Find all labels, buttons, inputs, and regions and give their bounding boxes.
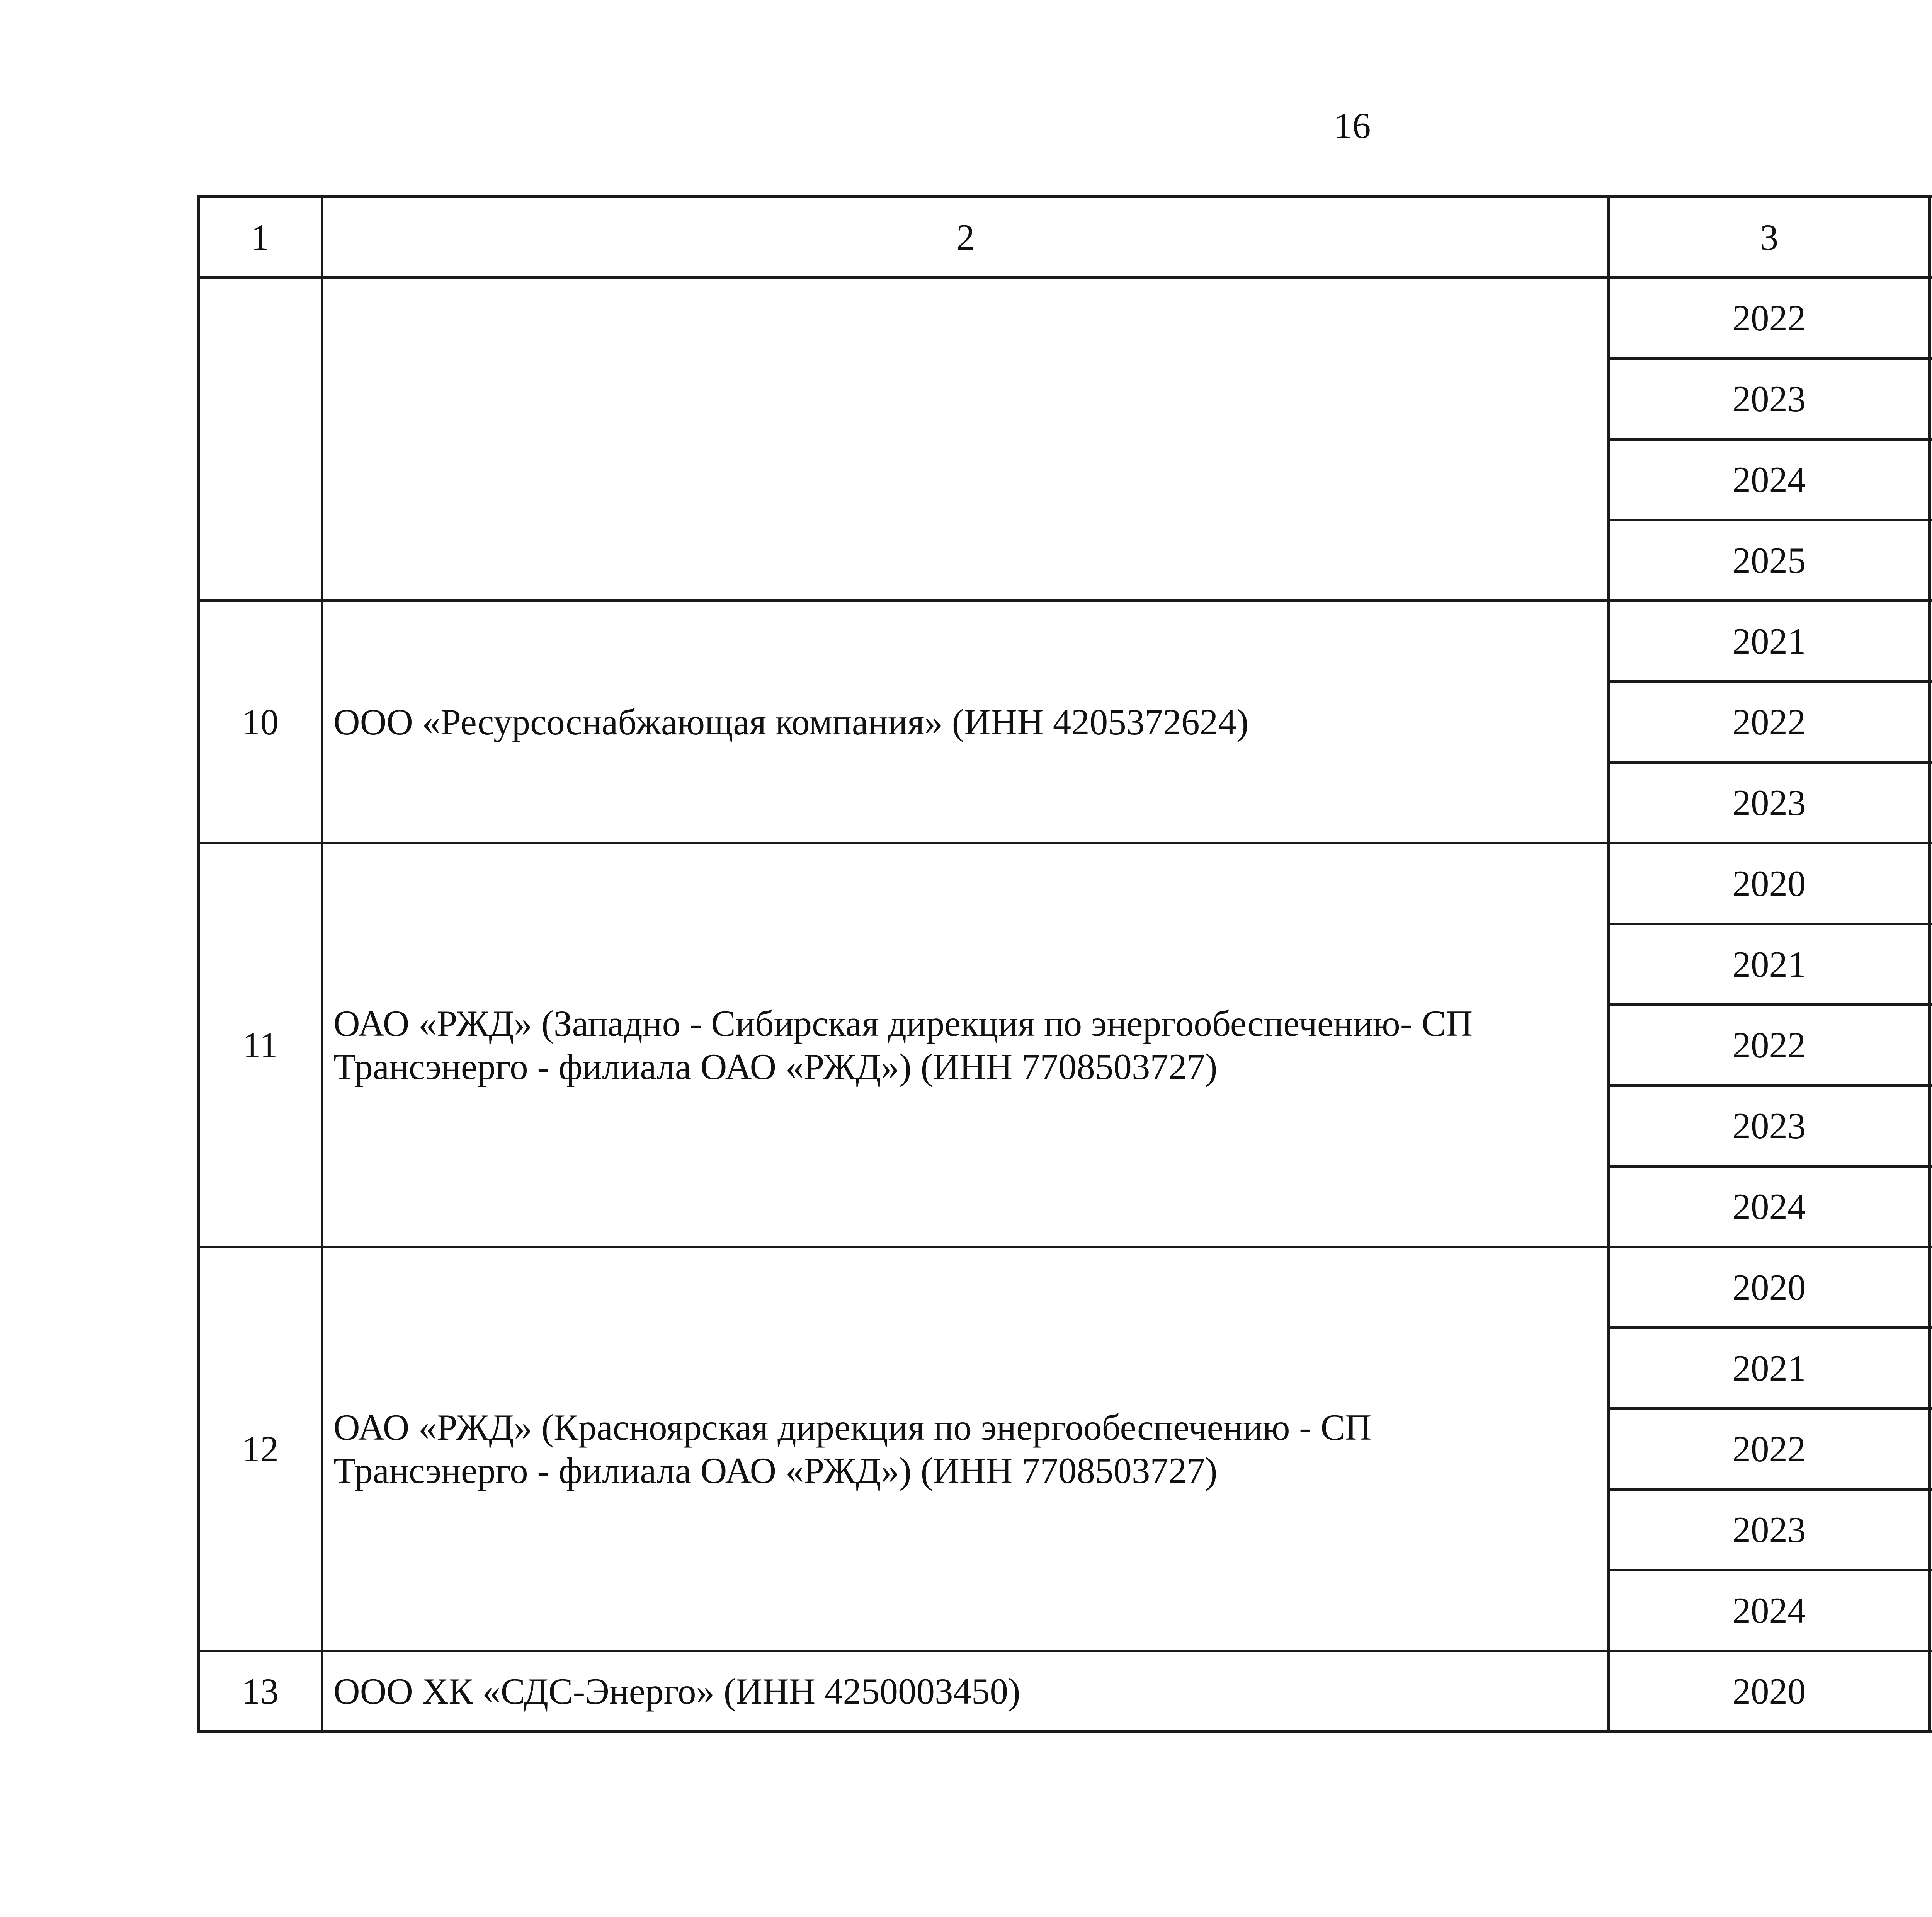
- value-cell: [1930, 924, 1932, 1005]
- organization-name-line: ОАО «РЖД» (Западно - Сибирская дирекция по энергообеспечению- СП: [333, 1003, 1473, 1044]
- year-cell: 2023: [1609, 763, 1930, 843]
- table-row: [199, 1651, 1932, 1732]
- table-row: [199, 278, 1932, 359]
- value-cell: [1930, 520, 1932, 601]
- value-cell: [1930, 1651, 1932, 1732]
- value-cell: [1930, 1328, 1932, 1409]
- organization-name-line: ООО «Ресурсоснабжающая компания» (ИНН 4205372624): [333, 701, 1249, 742]
- header-row: [199, 197, 1932, 278]
- table-row: [199, 843, 1932, 924]
- year-cell: 2020: [1609, 1247, 1930, 1328]
- value-cell: [1930, 1247, 1932, 1328]
- header-col-3: 3: [1609, 197, 1930, 278]
- value-cell: [1930, 1005, 1932, 1086]
- organization-name-line: Трансэнерго - филиала ОАО «РЖД») (ИНН 7708503727): [333, 1046, 1218, 1087]
- year-cell: 2022: [1609, 1005, 1930, 1086]
- year-cell: 2021: [1609, 1328, 1930, 1409]
- organization-name-line: ОАО «РЖД» (Красноярская дирекция по энергообеспечению - СП: [333, 1407, 1372, 1448]
- year-cell: 2025: [1609, 520, 1930, 601]
- year-cell: 2021: [1609, 601, 1930, 682]
- value-cell: [1930, 601, 1932, 682]
- year-cell: 2024: [1609, 1166, 1930, 1247]
- year-cell: 2023: [1609, 359, 1930, 439]
- row-number: [199, 278, 322, 601]
- value-cell: [1930, 359, 1932, 439]
- value-cell: [1930, 278, 1932, 359]
- year-cell: 2020: [1609, 843, 1930, 924]
- organization-name: [322, 278, 1609, 601]
- tariff-table: [197, 195, 1932, 1733]
- value-cell: [1930, 1570, 1932, 1651]
- value-cell: [1930, 1086, 1932, 1166]
- page-number: 16: [1334, 105, 1371, 146]
- year-cell: 2024: [1609, 1570, 1930, 1651]
- row-number: 12: [199, 1247, 322, 1651]
- header-col-2: 2: [322, 197, 1609, 278]
- row-number: 11: [199, 843, 322, 1247]
- year-cell: 2020: [1609, 1651, 1930, 1732]
- value-cell: [1930, 763, 1932, 843]
- year-cell: 2023: [1609, 1086, 1930, 1166]
- value-cell: [1930, 843, 1932, 924]
- year-cell: 2022: [1609, 1409, 1930, 1490]
- year-cell: 2022: [1609, 278, 1930, 359]
- value-cell: [1930, 1409, 1932, 1490]
- table-row: [199, 601, 1932, 682]
- header-col-1: 1: [199, 197, 322, 278]
- organization-name: [322, 843, 1609, 1247]
- organization-name-line: Трансэнерго - филиала ОАО «РЖД») (ИНН 7708503727): [333, 1450, 1218, 1491]
- value-cell: [1930, 1490, 1932, 1570]
- organization-name: [322, 601, 1609, 843]
- organization-name: [322, 1247, 1609, 1651]
- year-cell: 2022: [1609, 682, 1930, 763]
- value-cell: [1930, 439, 1932, 520]
- year-cell: 2024: [1609, 439, 1930, 520]
- value-cell: [1930, 682, 1932, 763]
- organization-name: [322, 1651, 1609, 1732]
- year-cell: 2021: [1609, 924, 1930, 1005]
- year-cell: 2023: [1609, 1490, 1930, 1570]
- organization-name-line: ООО ХК «СДС-Энерго» (ИНН 4250003450): [333, 1671, 1020, 1712]
- value-cell: [1930, 1166, 1932, 1247]
- row-number: 13: [199, 1651, 322, 1732]
- table-row: [199, 1247, 1932, 1328]
- row-number: 10: [199, 601, 322, 843]
- header-col-4: [1930, 197, 1932, 278]
